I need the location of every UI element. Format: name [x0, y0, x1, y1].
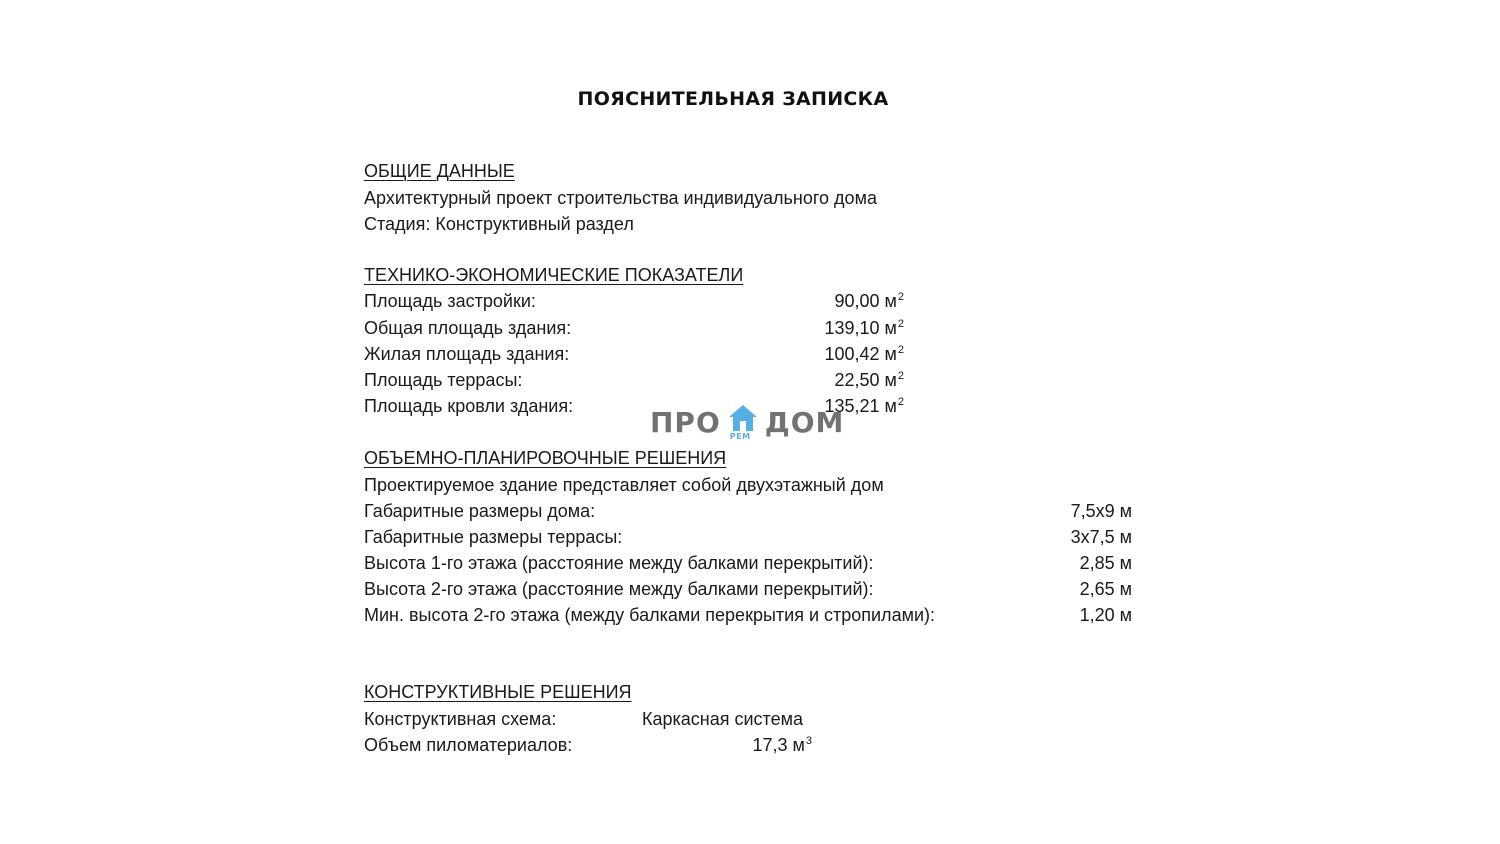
- planning-row-label: Мин. высота 2-го этажа (между балками перекрытия и стропилами):: [364, 605, 935, 625]
- planning-row-label: Высота 2-го этажа (расстояние между балками перекрытий):: [364, 579, 874, 599]
- planning-row-value: 2,65 м: [1079, 579, 1132, 599]
- planning-intro: Проектируемое здание представляет собой двухэтажный дом: [364, 475, 884, 495]
- planning-row-value: 3х7,5 м: [1070, 527, 1132, 547]
- watermark-text-left: ПРО: [650, 405, 721, 439]
- tech-row-label: Площадь террасы:: [364, 370, 523, 390]
- structural-scheme-label: Конструктивная схема:: [364, 709, 557, 729]
- tech-row-label: Площадь застройки:: [364, 291, 536, 311]
- section-heading-planning: ОБЪЕМНО-ПЛАНИРОВОЧНЫЕ РЕШЕНИЯ: [364, 448, 727, 468]
- section-heading-tech: ТЕХНИКО-ЭКОНОМИЧЕСКИЕ ПОКАЗАТЕЛИ: [364, 265, 744, 285]
- general-line-1: Архитектурный проект строительства индивидуального дома: [364, 188, 877, 208]
- structural-scheme-value: Каркасная система: [642, 709, 803, 729]
- planning-row-value: 2,85 м: [1079, 553, 1132, 573]
- tech-row-value: 135,21 $м^2$: [824, 396, 904, 416]
- planning-row-value: 1,20 м: [1079, 605, 1132, 625]
- watermark-text-right: ДОМ: [764, 405, 845, 439]
- structural-lumber-label: Объем пиломатериалов:: [364, 735, 573, 755]
- planning-row-label: Высота 1-го этажа (расстояние между балками перекрытий):: [364, 553, 874, 573]
- house-icon: [727, 403, 759, 441]
- general-line-2: Стадия: Конструктивный раздел: [364, 214, 634, 234]
- tech-row-value: 90,00 $м^2$: [834, 291, 904, 311]
- tech-row-value: 100,42 $м^2$: [824, 344, 904, 364]
- planning-row-value: 7,5х9 м: [1070, 501, 1132, 521]
- section-heading-structural: КОНСТРУКТИВНЫЕ РЕШЕНИЯ: [364, 682, 632, 702]
- tech-row-value: 139,10 $м^2$: [824, 318, 904, 338]
- structural-lumber-value: 17,3 $м^3$: [752, 735, 812, 755]
- tech-row-label: Жилая площадь здания:: [364, 344, 570, 364]
- tech-row-value: 22,50 $м^2$: [834, 370, 904, 390]
- watermark-subtext: РЕМ: [729, 432, 751, 441]
- tech-row-label: Общая площадь здания:: [364, 318, 572, 338]
- planning-row-label: Габаритные размеры террасы:: [364, 527, 623, 547]
- watermark-logo: [650, 402, 844, 442]
- page-title: ПОЯСНИТЕЛЬНАЯ ЗАПИСКА: [577, 88, 889, 110]
- planning-row-label: Габаритные размеры дома:: [364, 501, 596, 521]
- section-heading-general: ОБЩИЕ ДАННЫЕ: [364, 161, 515, 181]
- tech-row-label: Площадь кровли здания:: [364, 396, 574, 416]
